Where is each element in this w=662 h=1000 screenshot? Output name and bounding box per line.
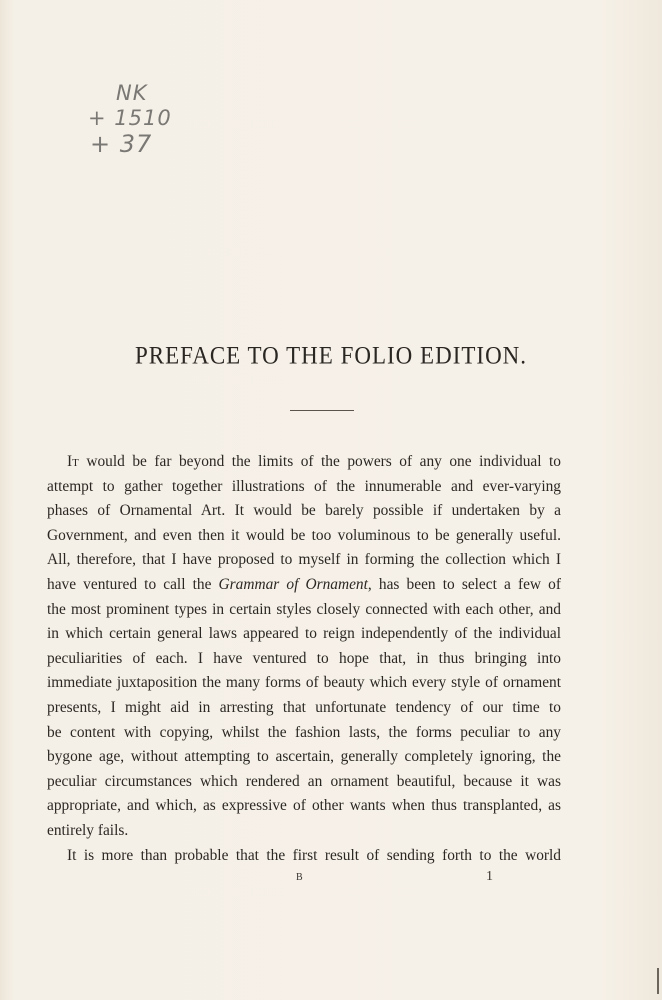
text-line: Government, and even then it would be too voluminous to be generally useful. — [47, 526, 561, 544]
text-line: phases of Ornamental Art. It would be barely possible if undertaken by a — [47, 502, 561, 520]
text-line: in which certain general laws appeared to reign independently of the individual — [47, 625, 561, 643]
text-line: attempt to gather together illustrations of the innumerable and ever-varying — [47, 477, 561, 495]
text-line: have ventured to call the Grammar of Ornament, has been to select a few of — [47, 575, 561, 593]
text-line: presents, I might aid in arresting that unfortunate tendency of our time to — [47, 698, 561, 716]
text-line: peculiar circumstances which rendered an ornament beautiful, because it was — [47, 772, 561, 790]
page-number: 1 — [486, 869, 493, 884]
page-title: PREFACE TO THE FOLIO EDITION. — [134, 341, 528, 369]
text-line: be content with copying, whilst the fashion lasts, the forms peculiar to any — [47, 723, 561, 741]
pencil-shelfmark-line-1: NK — [116, 81, 148, 105]
text-line: All, therefore, that I have proposed to myself in forming the collection which I — [47, 551, 561, 569]
text-line: peculiarities of each. I have ventured to hope that, in thus bringing into — [47, 649, 561, 667]
paragraph-2: It is more than probable that the first result of sending forth to the world — [67, 846, 561, 864]
page-edge-mark — [657, 968, 659, 994]
paragraph-1 — [47, 450, 561, 844]
preface-body — [47, 450, 561, 868]
pencil-shelfmark-line-2: + 1510 — [88, 106, 172, 130]
text-line: the most prominent types in certain styles closely connected with each other, and — [47, 600, 561, 618]
text-line: It would be far beyond the limits of the powers of any one individual to — [67, 453, 561, 470]
book-title-italic: Grammar of Ornament — [218, 575, 368, 593]
text-line: appropriate, and which, as expressive of other wants when thus transplanted, as — [47, 797, 561, 815]
pencil-shelfmark-line-3: + 37 — [90, 130, 153, 158]
text-line: immediate juxtaposition the many forms of beauty which every style of ornament — [47, 674, 561, 692]
title-divider-rule — [290, 410, 354, 411]
drop-word: It — [67, 453, 79, 470]
text-line: bygone age, without attempting to ascertain, generally completely ignoring, the — [47, 748, 561, 766]
text-line: entirely fails. — [47, 821, 129, 839]
signature-mark: B — [296, 872, 303, 883]
